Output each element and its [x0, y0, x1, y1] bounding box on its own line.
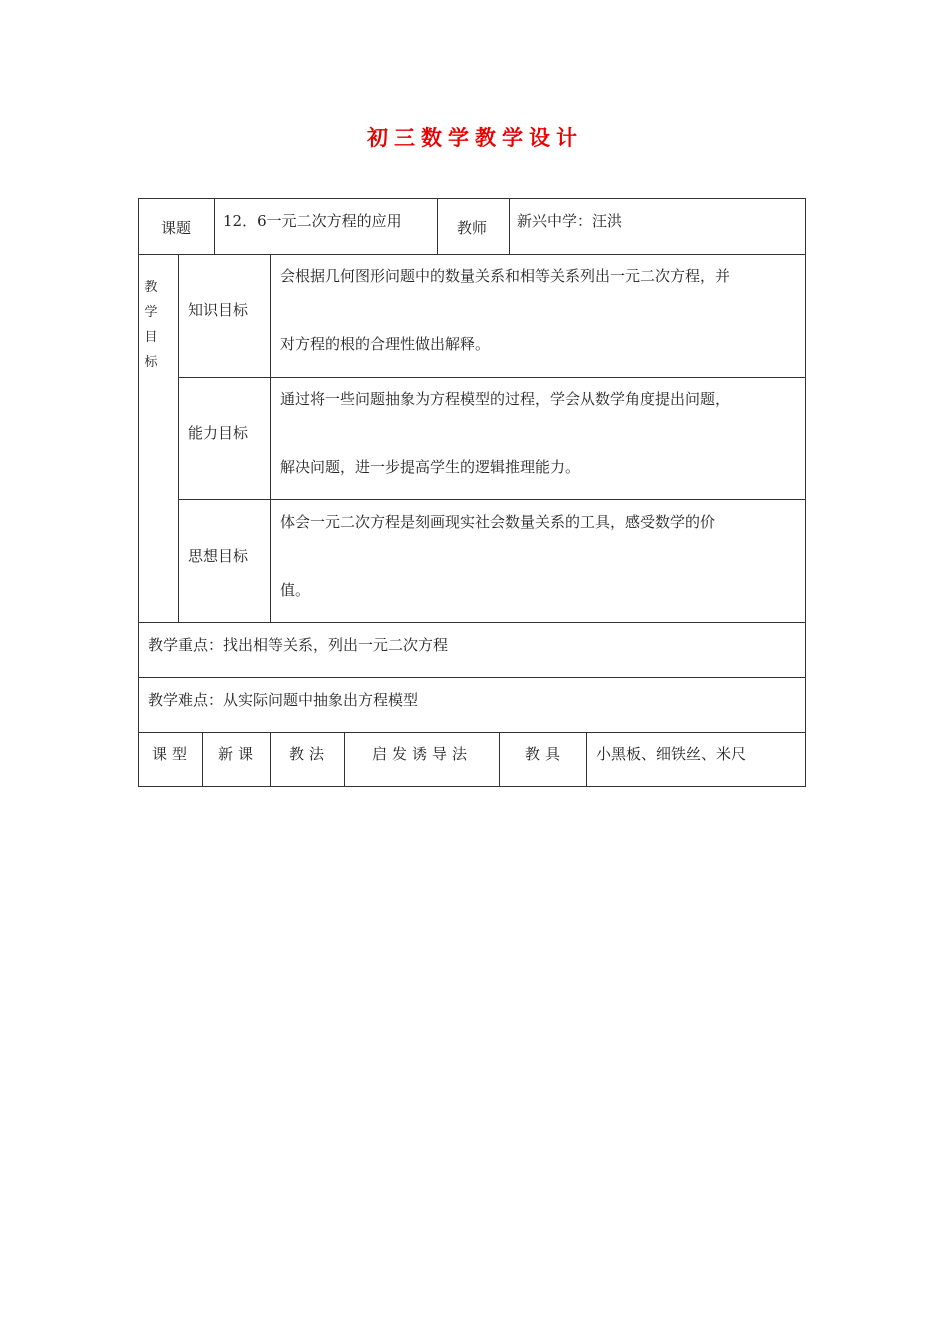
type-value: 新课: [218, 745, 259, 763]
objective-text-line: 体会一元二次方程是刻画现实社会数量关系的工具，感受数学的价: [280, 513, 716, 531]
col-divider: [509, 199, 510, 254]
lesson-plan-table: [138, 198, 806, 787]
col-divider: [270, 377, 271, 622]
col-divider: [214, 199, 215, 254]
row-divider: [139, 622, 805, 623]
objective-label: 知识目标: [188, 301, 249, 319]
tools-value: 小黑板、细铁丝、米尺: [596, 745, 747, 763]
objectives-section-label: 教 学 目 标: [144, 280, 158, 370]
type-label: 课型: [152, 745, 193, 763]
difficulty: 教学难点：从实际问题中抽象出方程模型: [148, 691, 419, 709]
teacher-value: 新兴中学：汪洪: [517, 212, 623, 230]
col-divider: [270, 254, 271, 377]
col-divider: [202, 732, 203, 787]
col-divider: [437, 199, 438, 254]
col-divider: [586, 732, 587, 787]
col-divider: [270, 732, 271, 787]
row-divider: [178, 499, 805, 500]
row-divider: [178, 377, 805, 378]
objective-text-line: 值。: [280, 581, 311, 599]
objective-text-line: 通过将一些问题抽象为方程模型的过程，学会从数学角度提出问题，: [280, 390, 731, 408]
objective-text-line: 会根据几何图形问题中的数量关系和相等关系列出一元二次方程，并: [280, 267, 731, 285]
row-divider: [139, 732, 805, 733]
topic-value: 12．6一元二次方程的应用: [223, 212, 402, 230]
objective-text-line: 对方程的根的合理性做出解释。: [280, 335, 491, 353]
objective-label: 能力目标: [188, 424, 249, 442]
method-label: 教法: [289, 745, 330, 763]
row-divider: [139, 677, 805, 678]
teacher-label: 教师: [457, 219, 488, 237]
col-divider: [499, 732, 500, 787]
col-divider: [178, 254, 179, 622]
topic-label: 课题: [161, 219, 192, 237]
objective-label: 思想目标: [188, 547, 249, 565]
col-divider: [344, 732, 345, 787]
objective-text-line: 解决问题，进一步提高学生的逻辑推理能力。: [280, 458, 581, 476]
method-value: 启发诱导法: [372, 745, 473, 763]
tools-label: 教具: [525, 745, 566, 763]
row-divider: [139, 254, 805, 255]
page-title: 初三数学教学设计: [367, 126, 583, 150]
key-point: 教学重点：找出相等关系，列出一元二次方程: [148, 636, 449, 654]
